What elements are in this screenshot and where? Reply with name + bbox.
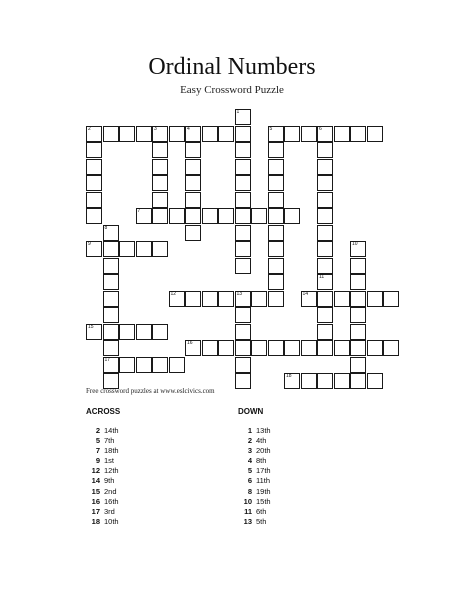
crossword-cell[interactable] (235, 109, 251, 125)
crossword-cell[interactable] (317, 307, 333, 323)
crossword-cell[interactable] (235, 225, 251, 241)
crossword-cell[interactable] (235, 208, 251, 224)
crossword-cell[interactable] (251, 291, 267, 307)
crossword-cell[interactable] (383, 291, 399, 307)
crossword-cell[interactable] (367, 373, 383, 389)
crossword-cell[interactable] (103, 357, 119, 373)
crossword-cell[interactable] (103, 241, 119, 257)
crossword-cell[interactable] (235, 142, 251, 158)
crossword-cell[interactable] (383, 340, 399, 356)
crossword-cell[interactable] (268, 175, 284, 191)
crossword-cell[interactable] (152, 175, 168, 191)
down-clue: 6 11th (247, 476, 271, 486)
cell-number: 11 (319, 274, 325, 280)
cell-number: 3 (154, 125, 157, 132)
crossword-cell[interactable] (103, 307, 119, 323)
crossword-cell[interactable] (235, 357, 251, 373)
across-clue: 14 9th (91, 476, 115, 486)
crossword-cell[interactable] (317, 225, 333, 241)
cell-number: 14 (302, 290, 309, 297)
across-clue: 16 16th (91, 496, 119, 506)
crossword-cell[interactable] (317, 192, 333, 208)
crossword-cell[interactable] (152, 159, 168, 175)
footer-credit: Free crossword puzzles at www.eslcivics.com (86, 387, 215, 395)
crossword-cell[interactable] (103, 126, 119, 142)
down-clue: 2 4th (247, 436, 267, 446)
crossword-cell[interactable] (317, 274, 333, 290)
crossword-cell[interactable] (268, 258, 284, 274)
cell-number: 6 (319, 125, 322, 132)
crossword-cell[interactable] (350, 340, 366, 356)
cell-number: 8 (104, 224, 108, 231)
crossword-cell[interactable] (103, 324, 119, 340)
crossword-cell[interactable] (317, 142, 333, 158)
crossword-cell[interactable] (136, 126, 152, 142)
across-clue: 5 7th (95, 436, 115, 446)
crossword-cell[interactable] (367, 291, 383, 307)
crossword-cell[interactable] (103, 291, 119, 307)
crossword-cell[interactable] (136, 208, 152, 224)
crossword-cell[interactable] (235, 291, 251, 307)
crossword-cell[interactable] (119, 241, 135, 257)
crossword-cell[interactable] (301, 126, 317, 142)
crossword-cell[interactable] (185, 192, 201, 208)
crossword-cell[interactable] (185, 142, 201, 158)
crossword-cell[interactable] (284, 373, 300, 389)
cell-number: 18 (286, 373, 292, 379)
across-clue: 9 1st (95, 456, 115, 466)
crossword-cell[interactable] (152, 241, 168, 257)
crossword-cell[interactable] (202, 126, 218, 142)
crossword-cell[interactable] (152, 192, 168, 208)
crossword-cell[interactable] (235, 373, 251, 389)
crossword-cell[interactable] (152, 357, 168, 373)
crossword-cell[interactable] (334, 373, 350, 389)
crossword-cell[interactable] (251, 208, 267, 224)
crossword-cell[interactable] (103, 340, 119, 356)
crossword-cell[interactable] (86, 126, 102, 142)
crossword-cell[interactable] (202, 291, 218, 307)
down-clue: 8 19th (247, 486, 271, 496)
crossword-cell[interactable] (235, 340, 251, 356)
crossword-cell[interactable] (235, 175, 251, 191)
crossword-cell[interactable] (185, 175, 201, 191)
cell-number: 13 (236, 290, 243, 297)
crossword-cell[interactable] (350, 373, 366, 389)
crossword-cell[interactable] (317, 175, 333, 191)
crossword-cell[interactable] (202, 208, 218, 224)
crossword-cell[interactable] (136, 324, 152, 340)
crossword-cell[interactable] (185, 340, 201, 356)
across-clue: 18 10th (91, 516, 119, 526)
cell-number: 15 (88, 323, 94, 330)
crossword-cell[interactable] (218, 208, 234, 224)
crossword-cell[interactable] (350, 357, 366, 373)
cell-number: 16 (187, 340, 193, 346)
down-clue: 11 6th (244, 506, 267, 516)
crossword-cell[interactable] (152, 126, 168, 142)
across-clue: 7 18th (95, 446, 119, 456)
crossword-cell[interactable] (268, 340, 284, 356)
crossword-cell[interactable] (103, 225, 119, 241)
down-clue: 1 13th (247, 426, 271, 435)
crossword-cell[interactable] (136, 357, 152, 373)
across-clue: 17 3rd (91, 506, 115, 516)
crossword-cell[interactable] (218, 340, 234, 356)
crossword-cell[interactable] (103, 274, 119, 290)
down-clue: 13 5th (243, 516, 267, 526)
crossword-cell[interactable] (119, 324, 135, 340)
crossword-cell[interactable] (367, 340, 383, 356)
crossword-cell[interactable] (235, 258, 251, 274)
crossword-cell[interactable] (152, 324, 168, 340)
crossword-cell[interactable] (235, 192, 251, 208)
crossword-cell[interactable] (235, 241, 251, 257)
crossword-cell[interactable] (235, 307, 251, 323)
crossword-cell[interactable] (317, 291, 333, 307)
puzzle-subtitle: Easy Crossword Puzzle (180, 84, 284, 96)
crossword-cell[interactable] (169, 126, 185, 142)
crossword-cell[interactable] (334, 291, 350, 307)
crossword-cell[interactable] (334, 340, 350, 356)
across-clue: 12 12th (91, 466, 119, 476)
crossword-cell[interactable] (268, 225, 284, 241)
crossword-cell[interactable] (119, 357, 135, 373)
cell-number: 12 (170, 290, 177, 297)
across-clue: 15 2nd (91, 486, 117, 496)
cell-number: 2 (88, 125, 91, 132)
crossword-cell[interactable] (86, 241, 102, 257)
crossword-cell[interactable] (169, 208, 185, 224)
crossword-cell[interactable] (218, 126, 234, 142)
crossword-cell[interactable] (268, 192, 284, 208)
crossword-cell[interactable] (235, 324, 251, 340)
cell-number: 9 (88, 241, 91, 247)
cell-number: 7 (137, 208, 141, 214)
crossword-cell[interactable] (350, 274, 366, 290)
crossword-cell[interactable] (86, 159, 102, 175)
crossword-cell[interactable] (235, 126, 251, 142)
crossword-cell[interactable] (251, 340, 267, 356)
crossword-cell[interactable] (334, 126, 350, 142)
crossword-cell[interactable] (268, 126, 284, 142)
down-heading: DOWN (238, 407, 264, 416)
down-clue: 10 15th (243, 496, 271, 506)
crossword-cell[interactable] (317, 340, 333, 356)
crossword-cell[interactable] (152, 208, 168, 224)
crossword-cell[interactable] (301, 340, 317, 356)
crossword-cell[interactable] (284, 208, 300, 224)
crossword-cell[interactable] (350, 291, 366, 307)
crossword-cell[interactable] (169, 357, 185, 373)
crossword-cell[interactable] (317, 324, 333, 340)
crossword-cell[interactable] (86, 208, 102, 224)
cell-number: 17 (104, 356, 111, 363)
crossword-cell[interactable] (268, 274, 284, 290)
crossword-cell[interactable] (317, 258, 333, 274)
crossword-cell[interactable] (350, 307, 366, 323)
crossword-cell[interactable] (86, 175, 102, 191)
down-clue: 5 17th (247, 466, 271, 476)
crossword-cell[interactable] (86, 192, 102, 208)
crossword-cell[interactable] (185, 159, 201, 175)
cell-number: 1 (236, 109, 240, 115)
crossword-cell[interactable] (268, 159, 284, 175)
down-clue: 3 20th (247, 446, 271, 456)
crossword-cell[interactable] (185, 225, 201, 241)
crossword-cell[interactable] (317, 241, 333, 257)
crossword-cell[interactable] (218, 291, 234, 307)
crossword-cell[interactable] (235, 159, 251, 175)
crossword-cell[interactable] (86, 142, 102, 158)
across-clue-list (86, 426, 119, 527)
crossword-cell[interactable] (317, 126, 333, 142)
puzzle-title: Ordinal Numbers (148, 54, 316, 80)
crossword-cell[interactable] (268, 291, 284, 307)
crossword-cell[interactable] (268, 241, 284, 257)
crossword-cell[interactable] (119, 126, 135, 142)
crossword-cell[interactable] (350, 324, 366, 340)
crossword-cell[interactable] (202, 340, 218, 356)
crossword-cell[interactable] (317, 208, 333, 224)
down-clue-list (238, 426, 271, 527)
crossword-cell[interactable] (350, 258, 366, 274)
crossword-cell[interactable] (169, 291, 185, 307)
crossword-cell[interactable] (268, 142, 284, 158)
crossword-cell[interactable] (268, 208, 284, 224)
crossword-cell[interactable] (136, 241, 152, 257)
cell-number: 5 (269, 125, 273, 132)
crossword-cell[interactable] (301, 373, 317, 389)
crossword-cell[interactable] (103, 258, 119, 274)
crossword-cell[interactable] (284, 340, 300, 356)
crossword-cell[interactable] (152, 142, 168, 158)
crossword-cell[interactable] (350, 126, 366, 142)
crossword-cell[interactable] (86, 324, 102, 340)
down-clue: 4 8th (247, 456, 267, 466)
crossword-cell[interactable] (185, 126, 201, 142)
cell-number: 10 (352, 241, 358, 247)
crossword-cell[interactable] (301, 291, 317, 307)
cell-number: 4 (187, 125, 190, 132)
crossword-cell[interactable] (185, 291, 201, 307)
crossword-cell[interactable] (284, 126, 300, 142)
across-clue: 2 14th (95, 426, 119, 435)
crossword-cell[interactable] (367, 126, 383, 142)
crossword-cell[interactable] (317, 373, 333, 389)
crossword-cell[interactable] (185, 208, 201, 224)
across-heading: ACROSS (86, 407, 121, 416)
crossword-cell[interactable] (317, 159, 333, 175)
crossword-cell[interactable] (350, 241, 366, 257)
